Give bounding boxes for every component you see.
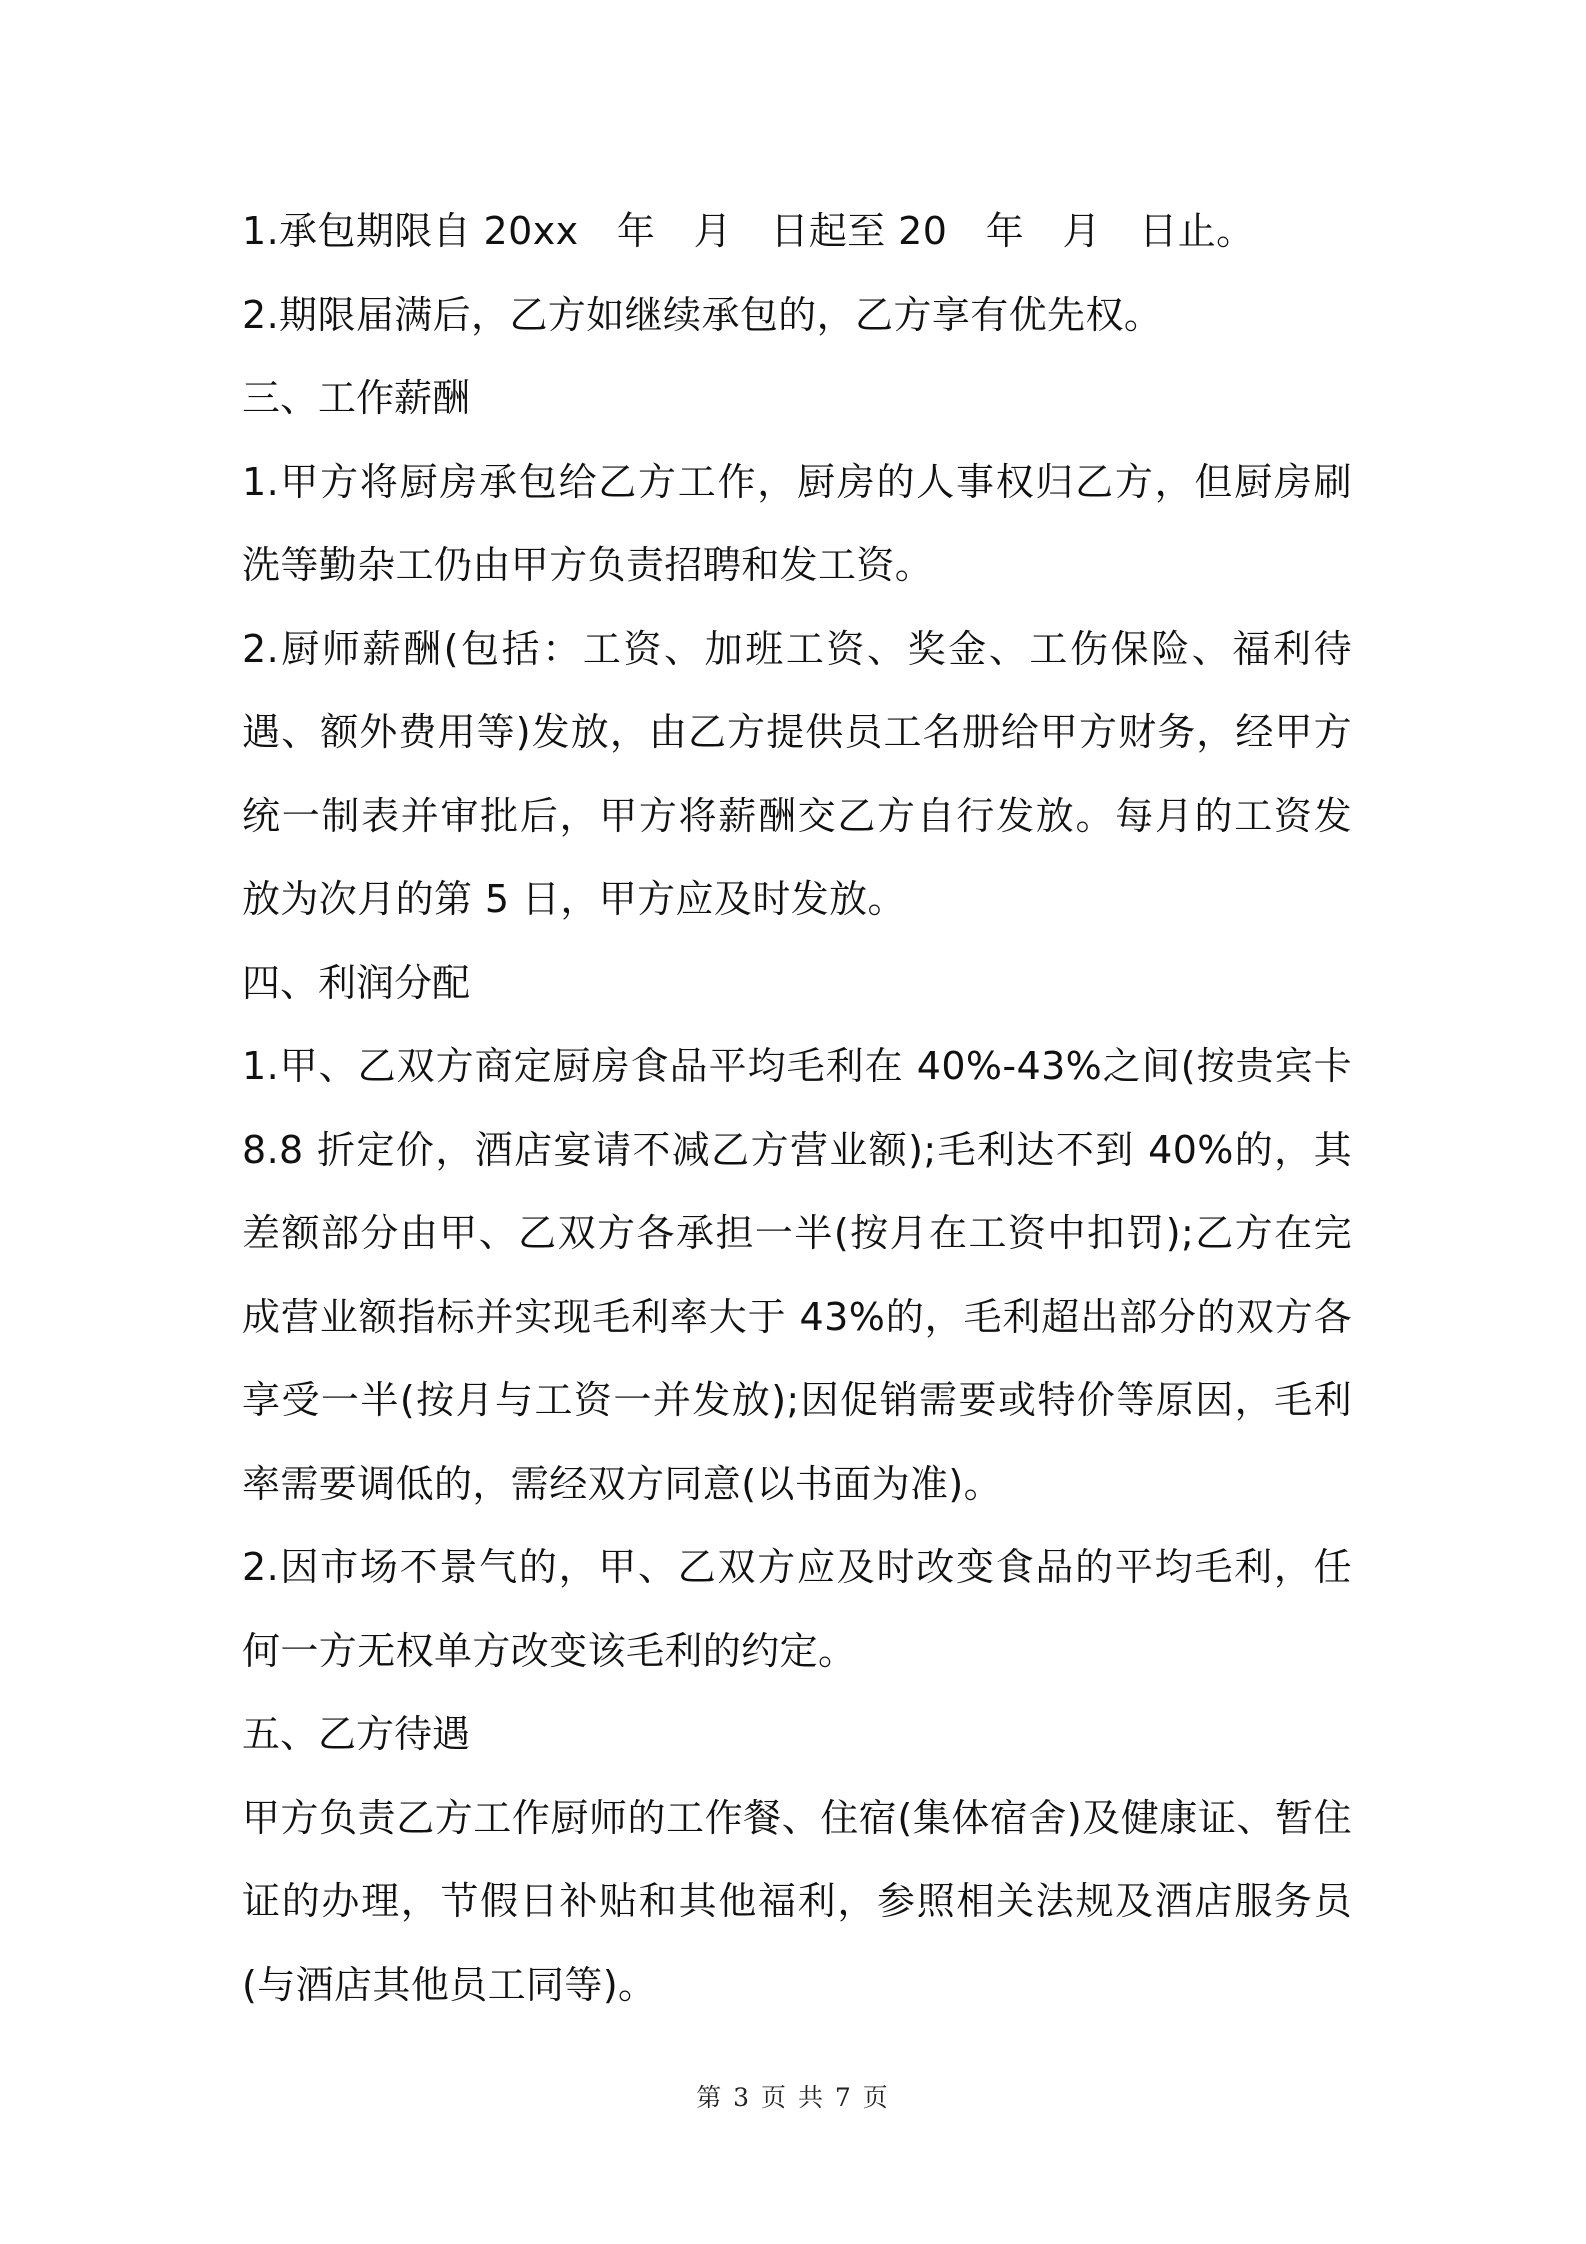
personnel-rights-clause: 1.甲方将厨房承包给乙方工作，厨房的人事权归乙方，但厨房刷洗等勤杂工仍由甲方负责招聘和发工资。 — [242, 459, 1352, 587]
page-number-footer: 第 3 页 共 7 页 — [696, 2083, 890, 2112]
chef-salary-clause: 2.厨师薪酬(包括：工资、加班工资、奖金、工伤保险、福利待遇、额外费用等)发放，由乙方提供员工名册给甲方财务，经甲方统一制表并审批后，甲方将薪酬交乙方自行发放。每月的工资发放为次月的第 5 日，甲方应及时发放。 — [242, 626, 1352, 921]
document-body — [242, 190, 1352, 2027]
priority-renewal-clause: 2.期限届满后，乙方如继续承包的，乙方享有优先权。 — [242, 292, 1163, 337]
section-heading-compensation: 三、工作薪酬 — [242, 376, 471, 420]
section-heading-profit: 四、利润分配 — [242, 960, 471, 1005]
gross-margin-clause: 1.甲、乙双方商定厨房食品平均毛利在 40%-43%之间(按贵宾卡 8.8 折定价，酒店宴请不减乙方营业额);毛利达不到 40%的，其差额部分由甲、乙双方各承担一半(按月在工资中扣罚);乙方在完成营业额指标并实现毛利率大于 43%的，毛利超出部分的双方各享受一半(按月与工资一并发放);因促销需要或特价等原因，毛利率需要调低的，需经双方同意(以书面为准)。 — [242, 1044, 1352, 1506]
benefits-clause: 甲方负责乙方工作厨师的工作餐、住宿(集体宿舍)及健康证、暂住证的办理，节假日补贴和其他福利，参照相关法规及酒店服务员(与酒店其他员工同等)。 — [242, 1795, 1352, 2007]
section-heading-benefits: 五、乙方待遇 — [242, 1712, 471, 1756]
market-adjustment-clause: 2.因市场不景气的，甲、乙双方应及时改变食品的平均毛利，任何一方无权单方改变该毛利的约定。 — [242, 1545, 1352, 1673]
contract-term-clause: 1.承包期限自 20xx 年 月 日起至 20 年 月 日止。 — [242, 209, 1255, 253]
